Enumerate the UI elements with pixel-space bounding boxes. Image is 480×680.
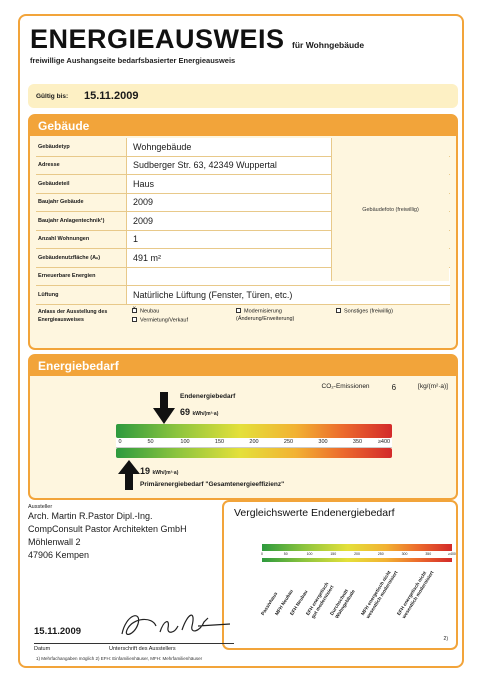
scale-tick-label: ≥400	[377, 439, 391, 445]
comparison-reference-label: MFH energetisch nicht wesentlich modernisiert	[360, 570, 400, 620]
document-title: ENERGIEAUSWEIS	[30, 24, 285, 54]
comparison-reference-label: EFH energetisch nicht wesentlich modernisiert	[396, 570, 435, 620]
checkbox-icon[interactable]	[132, 317, 137, 322]
comparison-tick-label: 200	[354, 552, 360, 556]
efficiency-scale-ticks	[116, 438, 392, 448]
row-label: Baujahr Anlagentechnik¹)	[38, 217, 105, 224]
checkbox-checked-icon[interactable]	[132, 308, 137, 313]
validity-label: Gültig bis:	[36, 92, 69, 100]
header	[30, 24, 454, 65]
row-label: Gebäudeteil	[38, 180, 70, 187]
comparison-tick-label: 100	[306, 552, 313, 556]
row-value: Sudberger Str. 63, 42349 Wuppertal	[126, 157, 331, 175]
row-label: Gebäudenutzfläche (Aₙ)	[38, 254, 101, 261]
end-energy-label: Endenergiebedarf	[180, 393, 236, 400]
co2-value: 6	[391, 383, 397, 392]
comparison-reference-label: MFH Neubau	[275, 589, 296, 617]
footnote-marker: 2)	[443, 636, 448, 642]
issuer-block	[28, 504, 218, 562]
reason-row	[36, 305, 450, 329]
row-value: 2009	[126, 194, 331, 212]
efficiency-scale	[116, 424, 392, 458]
co2-emissions	[322, 383, 448, 392]
reason-option-new-build[interactable]: ×Neubau	[132, 308, 159, 315]
row-label: Anzahl Wohnungen	[38, 236, 90, 243]
end-energy-value-line	[180, 407, 218, 417]
comparison-reference-label: EFH Neubau	[289, 589, 309, 617]
row-value: Wohngebäude	[126, 138, 331, 156]
scale-tick-label: 0	[118, 439, 122, 445]
comparison-tick-label: ≥400	[448, 552, 456, 556]
checkbox-icon[interactable]	[236, 308, 241, 313]
issuer-caption: Aussteller	[28, 504, 53, 510]
scale-tick-label: 300	[318, 439, 328, 445]
date-label: Datum	[34, 646, 51, 652]
table-row	[36, 286, 450, 305]
primary-energy-label: Primärenergiebedarf "Gesamtenergieeffizienz"	[140, 481, 285, 488]
scale-tick-label: 200	[249, 439, 259, 445]
reason-option-modernisation[interactable]: Modernisierung (Änderung/Erweiterung)	[236, 308, 295, 322]
end-energy-unit: kWh/(m²·a)	[192, 411, 219, 417]
comparison-reference-label: EFH energetisch gut modernisiert	[306, 581, 336, 620]
issuer-line: 47906 Kempen	[28, 550, 90, 560]
comparison-color-bar	[262, 544, 452, 551]
comparison-tick-label: 150	[330, 552, 337, 556]
efficiency-color-bar	[116, 424, 392, 438]
scale-tick-label: 100	[180, 439, 190, 445]
scale-tick-label: 150	[214, 439, 225, 445]
co2-label: CO₂-Emissionen	[321, 383, 370, 390]
comparison-tick-label: 300	[401, 552, 408, 556]
co2-unit: [kg/(m²·a)]	[418, 383, 448, 390]
efficiency-color-bar-lower	[116, 448, 392, 458]
reason-label: Anlass der Ausstellung des Energieausweises	[38, 308, 108, 323]
comparison-color-bar-lower	[262, 558, 452, 562]
validity-date: 15.11.2009	[84, 90, 139, 102]
issuer-line: Arch. Martin R.Pastor Dipl.-Ing.	[28, 511, 153, 521]
row-value: 1	[126, 231, 331, 249]
row-label: Erneuerbare Energien	[38, 273, 96, 280]
document-title-suffix: für Wohngebäude	[292, 40, 365, 50]
building-section-title: Gebäude	[30, 116, 456, 136]
row-value: 2009	[126, 212, 331, 230]
row-label: Lüftung	[38, 291, 59, 298]
primary-energy-unit: kWh/(m²·a)	[152, 470, 179, 476]
row-label: Gebäudetyp	[38, 143, 70, 150]
comparison-tick-label: 350	[425, 552, 432, 556]
primary-energy-arrow-icon	[118, 460, 140, 490]
certificate-sheet	[18, 14, 464, 668]
scale-tick-label: 250	[283, 439, 294, 445]
building-photo-placeholder: Gebäudefoto (freiwillig)	[331, 138, 449, 281]
signature-line	[34, 643, 234, 644]
issuer-line: Möhlenwall 2	[28, 537, 81, 547]
primary-energy-value-line	[140, 466, 178, 476]
comparison-reference-label: Passivhaus	[261, 591, 280, 617]
comparison-title: Vergleichswerte Endenergiebedarf	[234, 507, 395, 519]
row-value: 491 m²	[126, 249, 331, 267]
energy-section	[28, 354, 458, 500]
row-label: Baujahr Gebäude	[38, 199, 84, 206]
row-value: Natürliche Lüftung (Fenster, Türen, etc.)	[126, 286, 450, 304]
scale-tick-label: 350	[352, 439, 363, 445]
building-section	[28, 114, 458, 350]
comparison-tick-label: 0	[261, 552, 263, 556]
comparison-tick-label: 250	[377, 552, 384, 556]
primary-energy-value: 19	[140, 466, 151, 476]
checkbox-icon[interactable]	[336, 308, 341, 313]
row-value: Haus	[126, 175, 331, 193]
signature-image	[112, 604, 232, 644]
validity-bar	[28, 84, 458, 108]
end-energy-value: 69	[180, 407, 191, 417]
footnote: 1) Mehrfachangaben möglich 2) EFH: Einfamilienhäuser, MFH: Mehrfamilienhäuser	[36, 656, 203, 661]
document-subtitle: freiwillige Aushangseite bedarfsbasierter Energieausweis	[30, 56, 236, 65]
issue-date: 15.11.2009	[34, 626, 82, 637]
issuer-line: CompConsult Pastor Architekten GmbH	[28, 524, 187, 534]
reason-option-rent-sale[interactable]: Vermietung/Verkauf	[132, 317, 188, 324]
reason-option-other[interactable]: Sonstiges (freiwillig)	[336, 308, 393, 315]
comparison-tick-label: 50	[283, 552, 288, 556]
comparison-panel	[222, 500, 458, 650]
energy-section-title: Energiebedarf	[30, 356, 456, 376]
scale-tick-label: 50	[147, 439, 154, 445]
end-energy-arrow-icon	[153, 392, 175, 424]
row-label: Adresse	[38, 162, 60, 169]
signature-label: Unterschrift des Ausstellers	[109, 646, 176, 652]
comparison-reference-label: Durchschnitt Wohngebäude	[330, 588, 357, 620]
